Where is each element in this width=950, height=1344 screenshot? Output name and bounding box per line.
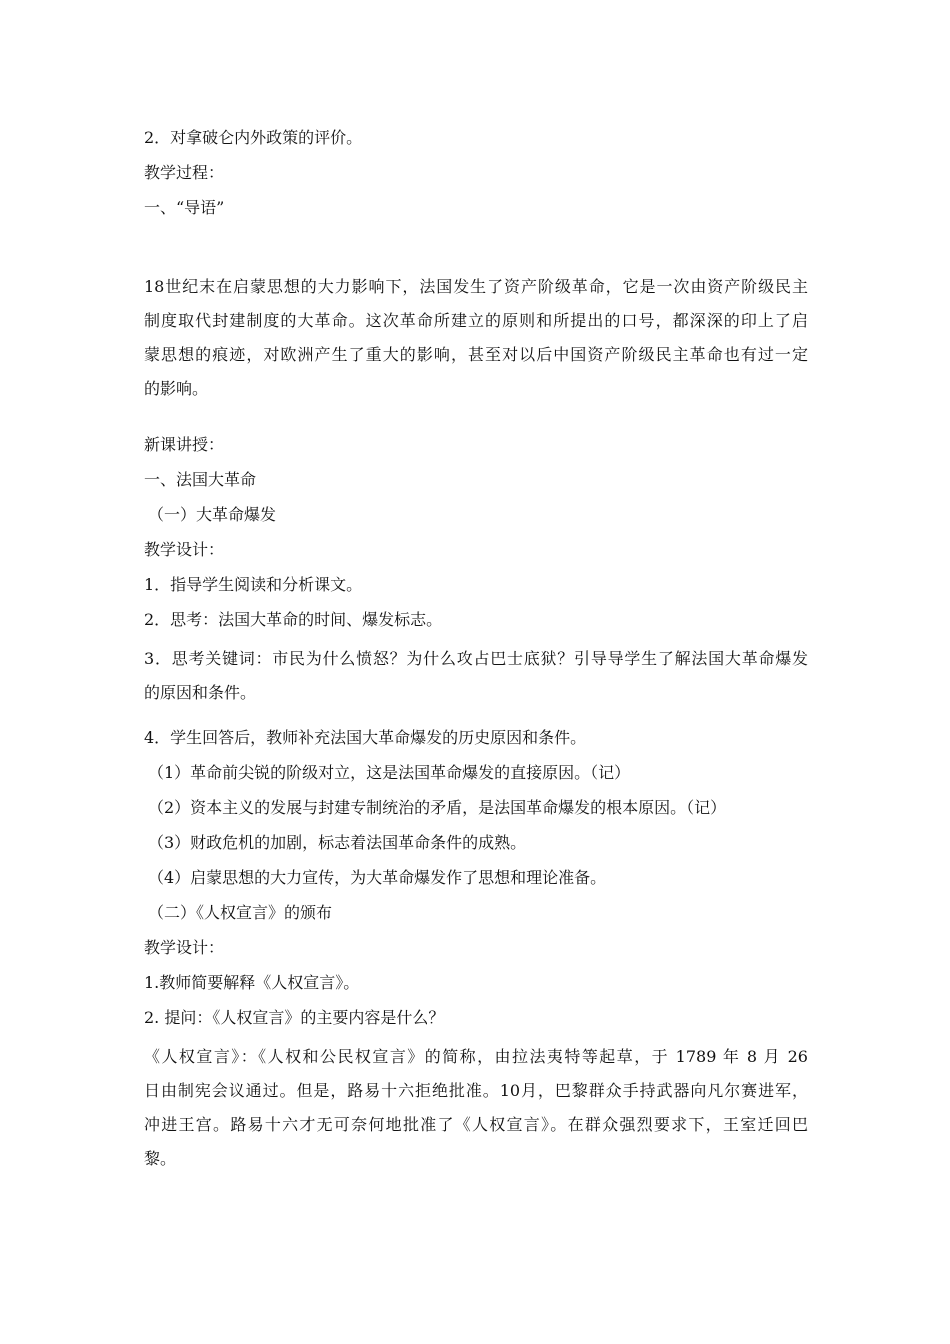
subsection-outbreak: （一）大革命爆发 [148,505,277,524]
objective-2: 2．对拿破仑内外政策的评价。 [144,128,363,147]
teaching-process-heading: 教学过程： [144,163,225,182]
declaration-line-2: 日由制宪会议通过。但是，路易十六拒绝批准。10月，巴黎群众手持武器向凡尔赛进军， [144,1081,808,1100]
declaration-paragraph [144,1040,808,1176]
design-item-3-line-2: 的原因和条件。 [144,683,257,702]
cause-2: （2）资本主义的发展与封建专制统治的矛盾，是法国革命爆发的根本原因。（记） [148,798,727,817]
design-item-1: 1．指导学生阅读和分析课文。 [144,575,363,594]
design-item-3-line-1: 3．思考关键词：市民为什么愤怒？为什么攻占巴士底狱？引导导学生了解法国大革命爆发 [144,649,808,668]
intro-paragraph [144,270,808,406]
declaration-line-4: 黎。 [144,1149,177,1168]
section-french-revolution: 一、法国大革命 [144,470,257,489]
design-item-2: 2．思考：法国大革命的时间、爆发标志。 [144,610,443,629]
design-heading-1: 教学设计： [144,540,225,559]
design-item-4: 4．学生回答后，教师补充法国大革命爆发的历史原因和条件。 [144,728,587,747]
declaration-item-2: 2. 提问：《人权宣言》的主要内容是什么？ [144,1008,445,1027]
intro-line-4: 的影响。 [144,379,209,398]
cause-4: （4）启蒙思想的大力宣传，为大革命爆发作了思想和理论准备。 [148,868,607,887]
design-item-3-paragraph [144,642,808,710]
declaration-line-1: 《人权宣言》：《人权和公民权宣言》的简称，由拉法夷特等起草，于 1789 年 8 月 26 [144,1047,808,1066]
new-lesson-heading: 新课讲授： [144,435,225,454]
cause-1: （1）革命前尖锐的阶级对立，这是法国革命爆发的直接原因。（记） [148,763,631,782]
design-heading-2: 教学设计： [144,938,225,957]
intro-heading: 一、“导语” [144,198,225,217]
declaration-line-3: 冲进王宫。路易十六才无可奈何地批准了《人权宣言》。在群众强烈要求下，王室迁回巴 [144,1115,808,1134]
intro-line-1: 18世纪末在启蒙思想的大力影响下，法国发生了资产阶级革命，它是一次由资产阶级民主 [144,277,808,296]
intro-line-2: 制度取代封建制度的大革命。这次革命所建立的原则和所提出的口号，都深深的印上了启 [144,311,808,330]
subsection-declaration: （二）《人权宣言》的颁布 [148,903,333,922]
intro-line-3: 蒙思想的痕迹，对欧洲产生了重大的影响，甚至对以后中国资产阶级民主革命也有过一定 [144,345,808,364]
declaration-item-1: 1.教师简要解释《人权宣言》。 [144,973,360,992]
cause-3: （3）财政危机的加剧，标志着法国革命条件的成熟。 [148,833,527,852]
